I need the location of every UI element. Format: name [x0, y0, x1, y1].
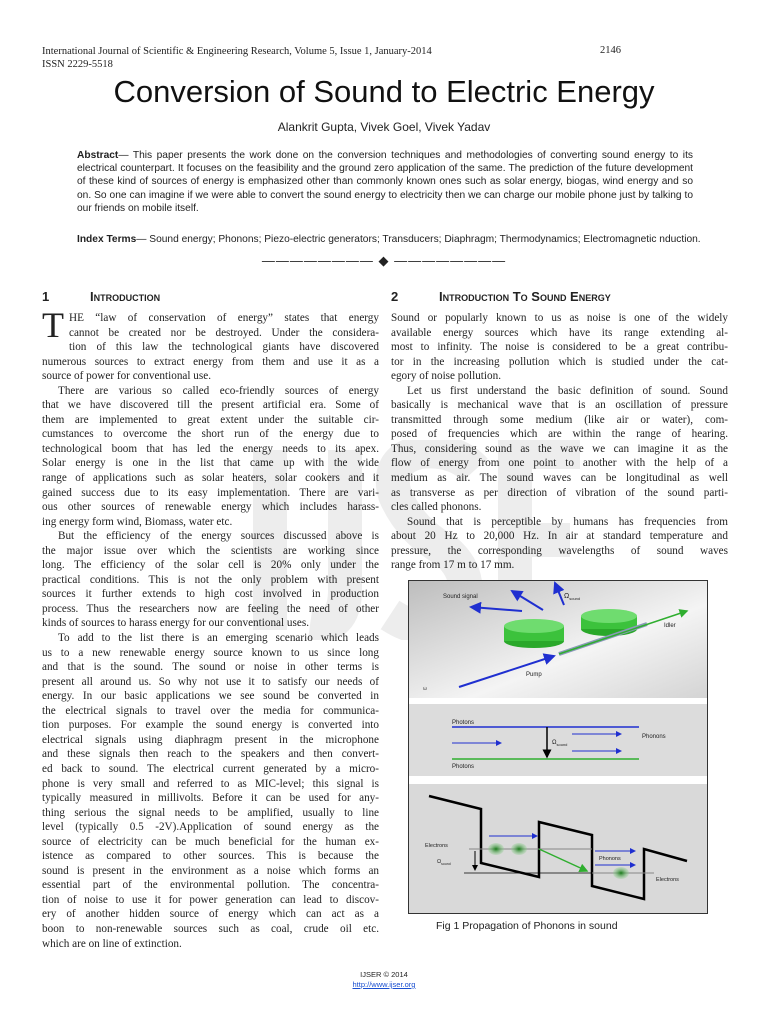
text-line: Thus, considering sound as the wave we can imagine it as the	[391, 442, 728, 455]
left-column-text	[42, 305, 379, 951]
section-number: 1	[42, 289, 50, 304]
section-heading-1	[42, 289, 160, 304]
label-omega-sound: $\Omega_{sound}$	[564, 593, 581, 601]
footer-url-wrap	[0, 980, 768, 989]
label-photons-top: Photons	[452, 720, 475, 726]
text-line: as transverse as per direction of vibration of the sound parti-	[391, 486, 728, 499]
text-line: typically measured in millivolts. Before it can be used for any-	[42, 792, 379, 805]
text-line: tion purposes. For example the sound energy is converted into	[42, 719, 379, 732]
authors: Alankrit Gupta, Vivek Goel, Vivek Yadav	[277, 120, 491, 134]
text-line: Sound or popularly known to us as noise is one of the widely	[391, 312, 728, 324]
page-number: 2146	[600, 45, 621, 56]
text-line: that we have discovered till the present artificial era. Some of	[42, 399, 379, 412]
text-line: tor in the increasing pollution which is studied under the cat-	[391, 355, 728, 368]
text-line: most to infinity. The noise is considered to be a great contribu-	[391, 341, 728, 354]
text-line: thing serious the signal needs to be amplified, usually to line	[42, 806, 379, 819]
label-phonons-bottom: Phonons	[599, 856, 621, 862]
text-line: practical conditions. This is not the only problem with present	[42, 573, 379, 586]
abstract	[77, 149, 693, 215]
text-line: boon to non-renewable sources such as coal, crude oil etc.	[42, 922, 379, 935]
label-omega-sound-bottom: $\Omega_{sound}$	[437, 859, 451, 866]
text-line: range from 17 m to 17 mm.	[391, 559, 515, 572]
text-line: To add to the list there is an emerging scenario which leads	[58, 632, 379, 645]
label-pump: Pump	[526, 672, 542, 678]
text-line: istence as compared to other sources. This is because the	[42, 850, 379, 863]
footer-url-link[interactable]: http://www.ijser.org	[352, 980, 416, 989]
text-line: long. The efficiency of the solar cell is 20% only under the	[42, 559, 379, 572]
label-omega-sound-middle: $\Omega_{sound}$	[552, 740, 568, 747]
text-line: gained success due to its easy implementation. There are vari-	[42, 486, 379, 499]
text-line: level (typically 0.5 -2V).Application of sound energy as the	[42, 821, 379, 834]
text-line: them are implemented to great extent under the suitable cir-	[42, 413, 379, 426]
text-line: ery of another hidden source of energy which can act as a	[42, 908, 379, 921]
section-title: Introduction To Sound Energy	[439, 289, 611, 304]
right-column-text	[391, 311, 728, 573]
text-line: source of electricity can be much beneficial for the human ex-	[42, 835, 379, 848]
index-terms-text: — Sound energy; Phonons; Piezo-electric generators; Transducers; Diaphragm; Thermodynamics; Electromagnetic nduction.	[136, 234, 701, 245]
text-line: medium as air. The sound waves can be longitudinal as well	[391, 472, 728, 485]
text-line: present all around us. So why not use it to satisfy our needs of	[42, 675, 379, 688]
index-terms	[77, 234, 717, 245]
phonon-diagram	[409, 581, 707, 913]
text-line: numerous sources to extract energy from them and use it as a	[42, 355, 379, 368]
separator: ———————— ◆ ————————	[261, 253, 507, 268]
text-line: There are various so called eco-friendly sources of energy	[58, 384, 379, 397]
label-sound-signal: Sound signal	[443, 594, 478, 600]
text-line: electrical signals using diaphragm present in the microphone	[42, 733, 379, 746]
label-electrons-left: Electrons	[425, 843, 448, 849]
figure-caption: Fig 1 Propagation of Phonons in sound	[436, 920, 618, 932]
drop-cap: T	[42, 305, 64, 345]
issn: ISSN 2229-5518	[42, 59, 113, 70]
journal-name: International Journal of Scientific & Engineering Research, Volume 5, Issue 1, January-2014	[42, 46, 432, 57]
text-line: source of power for conventional use.	[42, 370, 211, 383]
text-line: and these signals then reach to the speakers and then convert-	[42, 748, 379, 761]
text-line: us to a new renewable energy source known to us since long	[42, 646, 379, 659]
text-line: HE “law of conservation of energy” states that energy	[69, 312, 379, 324]
label-idler: Idler	[664, 623, 676, 629]
text-line: cumstances to overcome the short run of the energy due to	[42, 428, 379, 441]
text-line: ing energy form wind, Biomass, water etc.	[42, 515, 233, 528]
section-number: 2	[391, 289, 399, 304]
text-line: egory of noise pollution.	[391, 370, 501, 383]
text-line: technological boom that has led the energy needs to its apex.	[42, 442, 379, 455]
text-line: the electrical signals to travel over the media for communica-	[42, 704, 379, 717]
text-line: posed of frequencies which are within the range of hearing.	[391, 428, 728, 441]
text-line: ous other sources of renewable energy which includes harass-	[42, 501, 379, 514]
text-line: which are on line of extinction.	[42, 937, 182, 950]
text-line: ed back to sound. The electrical current generated by a micro-	[42, 762, 379, 775]
section-title: Introduction	[90, 289, 161, 304]
text-line: the major issue over which the scientists are working since	[42, 544, 379, 557]
text-line: energy. In our basic applications we see sound be converted in	[42, 690, 379, 703]
text-line: basically is mechanical wave that is an oscillation of pressure	[391, 399, 728, 412]
label-electrons-right: Electrons	[656, 877, 679, 883]
paper-title: Conversion of Sound to Electric Energy	[113, 74, 655, 109]
text-line: Let us first understand the basic definition of sound. Sound	[407, 384, 728, 397]
label-omega-s: ω	[423, 686, 427, 692]
text-line: about 20 Hz to 20,000 Hz. In air at standard temperature and	[391, 530, 728, 543]
abstract-label: Abstract	[77, 150, 119, 161]
text-line: But the efficiency of the energy sources discussed above is	[58, 530, 379, 543]
footer-copyright: IJSER © 2014	[360, 970, 408, 979]
text-line: sound is present in the environment as a noise which forms an	[42, 864, 379, 877]
text-line: kinds of sources to harass energy for our conventional uses.	[42, 617, 309, 630]
text-line: tion of noise to use it for power generation can lead to discov-	[42, 893, 379, 906]
text-line: transmitted through some medium (like air or water), com-	[391, 413, 728, 426]
text-line: cannot be created nor be destroyed. Under the considera-	[69, 326, 379, 339]
text-line: Sound that is perceptible by humans has frequencies from	[407, 515, 728, 528]
text-line: process. Thus the researchers now are feeling the need of other	[42, 602, 379, 615]
text-line: sources it further extends to high cost involved in production	[42, 588, 379, 601]
index-terms-label: Index Terms	[77, 234, 137, 245]
text-line: flow of energy from one point to another with the help of a	[391, 457, 728, 470]
text-line: and that is the sound. The sound or noise in other terms is	[42, 661, 379, 674]
text-line: tion of this law the technological giants have discovered	[69, 341, 379, 354]
running-header	[42, 45, 432, 71]
text-line: range of applications such as solar heaters, solar cookers and it	[42, 472, 379, 485]
text-line: cles called phonons.	[391, 501, 482, 514]
label-photons-bottom: Photons	[452, 764, 475, 770]
text-line: phone is very small and referred to as MIC-level; this signal is	[42, 777, 379, 790]
text-line: Solar energy is one in the list that came up with the wide	[42, 457, 379, 470]
text-line: pressure, the corresponding wavelengths of sound waves	[391, 544, 728, 557]
section-heading-2	[391, 289, 611, 304]
label-phonons: Phonons	[642, 734, 666, 740]
figure-1	[408, 580, 708, 914]
text-line: available energy sources which have its range extending al-	[391, 326, 728, 339]
abstract-text: — This paper presents the work done on the conversion techniques and methodologies of converting sound energy to its electrical counterpart. It focuses on the feasibility and the ground zero application of the same. The prediction of the future development of these kind of sources of energy is emphasized other than commonly known ones such as solar energy, biogas, wind energy and so on. So one can imagine if we were able to convert the sound energy to electricity then we can charge our mobile phone just by talking to our friends on mobile itself.	[77, 150, 693, 214]
text-line: essential part of the environmental pollution. The concentra-	[42, 879, 379, 892]
